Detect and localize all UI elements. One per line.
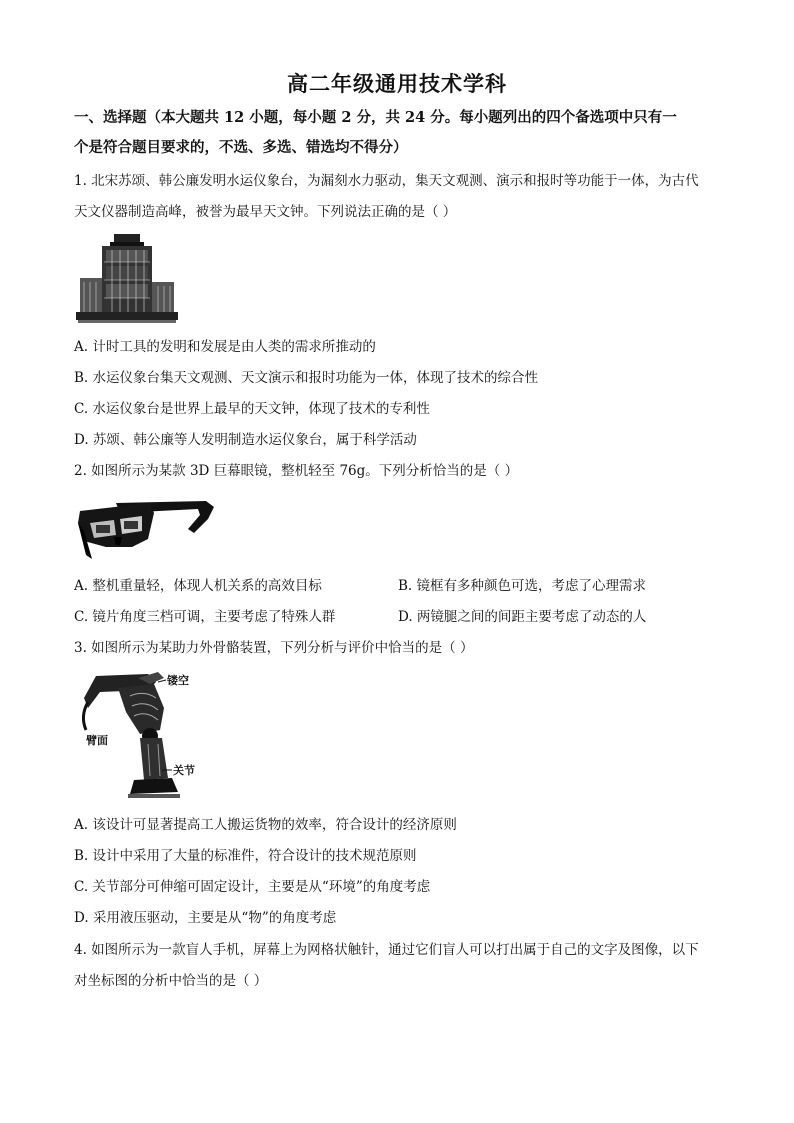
q1-option-a: A. 计时工具的发明和发展是由人类的需求所推动的 (74, 339, 376, 355)
exoskeleton-label-hollow: 镂空 (167, 674, 189, 687)
q1-option-b: B. 水运仪象台集天文观测、天文演示和报时功能为一体，体现了技术的综合性 (74, 370, 539, 386)
q1-stem-line1: 1. 北宋苏颂、韩公廉发明水运仪象台，为漏刻水力驱动，集天文观测、演示和报时等功能于一体，为古代 (74, 173, 699, 189)
q2-stem-line1: 2. 如图所示为某款 3D 巨幕眼镜，整机轻至 76g。下列分析恰当的是（ ） (74, 463, 519, 479)
q3-option-b: B. 设计中采用了大量的标准件，符合设计的技术规范原则 (74, 848, 417, 864)
q1-stem-line2: 天文仪器制造高峰，被誉为最早天文钟。下列说法正确的是（ ） (74, 204, 457, 220)
q1-option-d: D. 苏颂、韩公廉等人发明制造水运仪象台，属于科学活动 (74, 432, 417, 448)
exoskeleton-image (78, 668, 208, 807)
q4-stem-line2: 对坐标图的分析中恰当的是（ ） (74, 973, 268, 989)
q2-option-d: D. 两镜腿之间的间距主要考虑了动态的人 (398, 609, 647, 625)
q2-option-b: B. 镜框有多种颜色可选，考虑了心理需求 (398, 578, 647, 594)
q2-option-a: A. 整机重量轻，体现人机关系的高效目标 (74, 578, 322, 594)
exoskeleton-label-joint: 关节 (173, 764, 195, 777)
q3-stem-line1: 3. 如图所示为某助力外骨骼装置，下列分析与评价中恰当的是（ ） (74, 640, 474, 656)
q3-option-a: A. 该设计可显著提高工人搬运货物的效率，符合设计的经济原则 (74, 817, 457, 833)
q4-stem-line1: 4. 如图所示为一款盲人手机，屏幕上为网格状触针，通过它们盲人可以打出属于自己的文字及图像，以下 (74, 942, 699, 958)
q3-option-d: D. 采用液压驱动，主要是从“物”的角度考虑 (74, 910, 337, 926)
astronomical-clock-tower-image (76, 232, 178, 328)
3d-glasses-image (76, 493, 216, 569)
page-title: 高二年级通用技术学科 (287, 71, 507, 96)
q3-option-c: C. 关节部分可伸缩可固定设计，主要是从“环境”的角度考虑 (74, 879, 431, 895)
q1-option-c: C. 水运仪象台是世界上最早的天文钟，体现了技术的专利性 (74, 401, 430, 417)
section-header-line2: 个是符合题目要求的，不选、多选、错选均不得分） (74, 139, 408, 156)
section-header-line1: 一、选择题（本大题共 12 小题，每小题 2 分，共 24 分。每小题列出的四个备选项中只有一 (74, 109, 677, 126)
exoskeleton-label-arm: 臂面 (86, 734, 108, 747)
q2-option-c: C. 镜片角度三档可调，主要考虑了特殊人群 (74, 609, 336, 625)
